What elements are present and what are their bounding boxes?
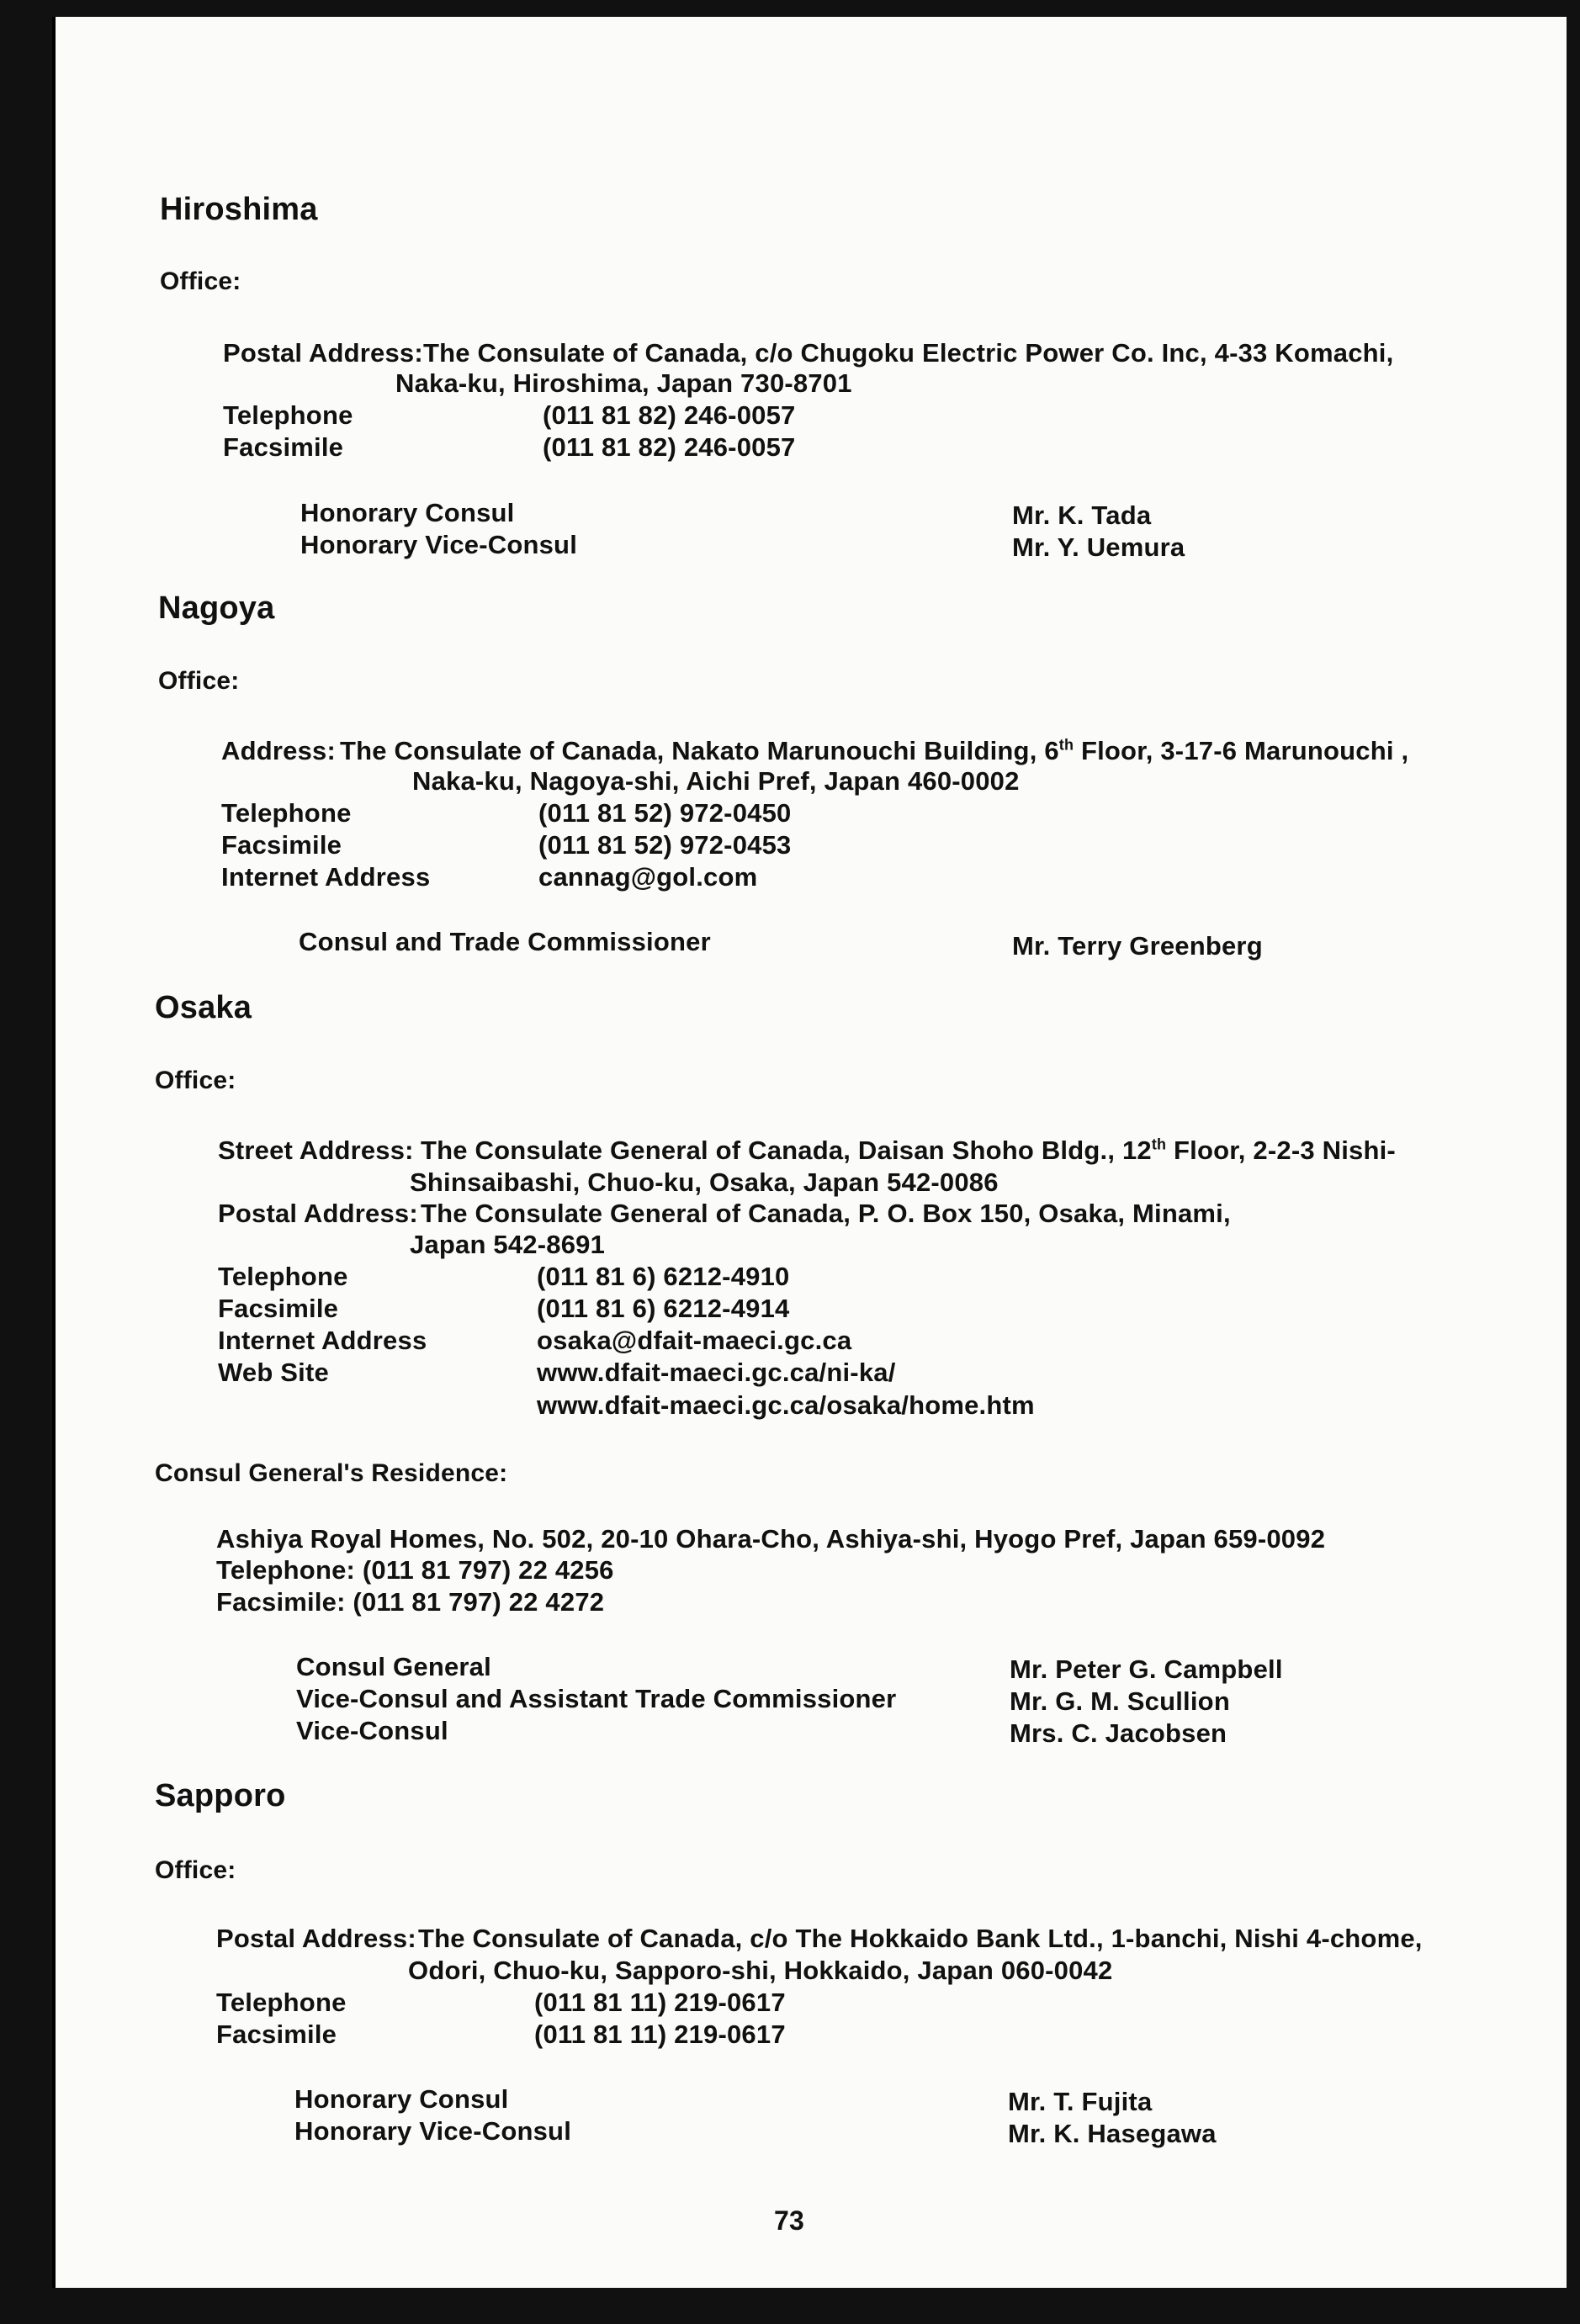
telephone-value: (011 81 11) 219-0617 xyxy=(534,1988,786,2017)
postal-address-line: The Consulate of Canada, c/o Chugoku Electric Power Co. Inc, 4-33 Komachi, xyxy=(423,338,1394,368)
telephone-label: Telephone xyxy=(221,798,352,828)
postal-address-line: The Consulate of Canada, c/o The Hokkaido Bank Ltd., 1-banchi, Nishi 4-chome, xyxy=(418,1924,1423,1953)
facsimile-value: (011 81 6) 6212-4914 xyxy=(537,1294,790,1323)
web-site-link[interactable]: www.dfait-maeci.gc.ca/ni-ka/ xyxy=(537,1358,896,1387)
residence-address: Ashiya Royal Homes, No. 502, 20-10 Ohara-Cho, Ashiya-shi, Hyogo Pref, Japan 659-0092 xyxy=(216,1524,1326,1554)
staff-name: Mr. K. Hasegawa xyxy=(1008,2119,1217,2148)
page-number: 73 xyxy=(774,2205,804,2236)
postal-address-label: Postal Address: xyxy=(223,338,423,368)
email-link[interactable]: osaka@dfait-maeci.gc.ca xyxy=(537,1326,852,1355)
internet-address-label: Internet Address xyxy=(221,862,431,892)
staff-title: Honorary Vice-Consul xyxy=(300,530,578,559)
staff-name: Mr. K. Tada xyxy=(1012,500,1152,530)
postal-address-label: Postal Address: xyxy=(218,1199,418,1228)
telephone-value: (011 81 6) 6212-4910 xyxy=(537,1262,790,1291)
telephone-value: (011 81 82) 246-0057 xyxy=(543,400,796,430)
staff-name: Mr. Terry Greenberg xyxy=(1012,931,1263,961)
email-link[interactable]: cannag@gol.com xyxy=(538,862,758,892)
page-top-edge xyxy=(52,0,1580,17)
office-heading: Office: xyxy=(158,667,240,695)
staff-title: Honorary Vice-Consul xyxy=(294,2116,572,2146)
facsimile-label: Facsimile xyxy=(221,830,342,860)
postal-address-line: Odori, Chuo-ku, Sapporo-shi, Hokkaido, Japan 060-0042 xyxy=(408,1956,1113,1985)
staff-title: Consul General xyxy=(296,1652,491,1681)
postal-address-line: Naka-ku, Hiroshima, Japan 730-8701 xyxy=(395,368,852,398)
facsimile-label: Facsimile xyxy=(218,1294,339,1323)
office-heading: Office: xyxy=(160,267,241,295)
staff-title: Consul and Trade Commissioner xyxy=(299,927,711,956)
office-heading: Office: xyxy=(155,1856,236,1884)
staff-title: Honorary Consul xyxy=(294,2084,509,2114)
staff-name: Mr. Y. Uemura xyxy=(1012,532,1185,562)
facsimile-label: Facsimile xyxy=(223,432,344,462)
residence-telephone: Telephone: (011 81 797) 22 4256 xyxy=(216,1555,614,1585)
telephone-label: Telephone xyxy=(216,1988,347,2017)
section-heading-nagoya: Nagoya xyxy=(158,590,275,626)
staff-title: Vice-Consul and Assistant Trade Commissioner xyxy=(296,1684,897,1713)
staff-title: Honorary Consul xyxy=(300,498,515,527)
telephone-label: Telephone xyxy=(223,400,353,430)
staff-name: Mr. G. M. Scullion xyxy=(1010,1686,1230,1716)
address-line: The Consulate of Canada, Nakato Marunouchi Building, 6th Floor, 3-17-6 Marunouchi , xyxy=(340,736,1409,765)
address-line: Naka-ku, Nagoya-shi, Aichi Pref, Japan 460-0002 xyxy=(412,766,1020,796)
address-label: Address: xyxy=(221,736,336,765)
street-address-line: The Consulate General of Canada, Daisan Shoho Bldg., 12th Floor, 2-2-3 Nishi- xyxy=(421,1136,1396,1165)
street-address-label: Street Address: xyxy=(218,1136,414,1165)
section-heading-osaka: Osaka xyxy=(155,990,252,1025)
facsimile-value: (011 81 11) 219-0617 xyxy=(534,2020,786,2049)
staff-name: Mr. Peter G. Campbell xyxy=(1010,1654,1283,1684)
internet-address-label: Internet Address xyxy=(218,1326,427,1355)
section-heading-sapporo: Sapporo xyxy=(155,1778,286,1813)
facsimile-value: (011 81 52) 972-0453 xyxy=(538,830,792,860)
staff-name: Mr. T. Fujita xyxy=(1008,2087,1153,2116)
office-heading: Office: xyxy=(155,1067,236,1094)
postal-address-line: Japan 542-8691 xyxy=(410,1230,606,1259)
facsimile-label: Facsimile xyxy=(216,2020,337,2049)
street-address-line: Shinsaibashi, Chuo-ku, Osaka, Japan 542-0086 xyxy=(410,1167,999,1197)
residence-facsimile: Facsimile: (011 81 797) 22 4272 xyxy=(216,1587,605,1617)
postal-address-label: Postal Address: xyxy=(216,1924,416,1953)
telephone-label: Telephone xyxy=(218,1262,348,1291)
section-heading-hiroshima: Hiroshima xyxy=(160,192,318,227)
web-site-label: Web Site xyxy=(218,1358,329,1387)
residence-heading: Consul General's Residence: xyxy=(155,1459,508,1487)
staff-title: Vice-Consul xyxy=(296,1716,448,1745)
postal-address-line: The Consulate General of Canada, P. O. Box 150, Osaka, Minami, xyxy=(421,1199,1231,1228)
staff-name: Mrs. C. Jacobsen xyxy=(1010,1718,1227,1748)
telephone-value: (011 81 52) 972-0450 xyxy=(538,798,792,828)
web-site-link[interactable]: www.dfait-maeci.gc.ca/osaka/home.htm xyxy=(537,1390,1035,1420)
facsimile-value: (011 81 82) 246-0057 xyxy=(543,432,796,462)
